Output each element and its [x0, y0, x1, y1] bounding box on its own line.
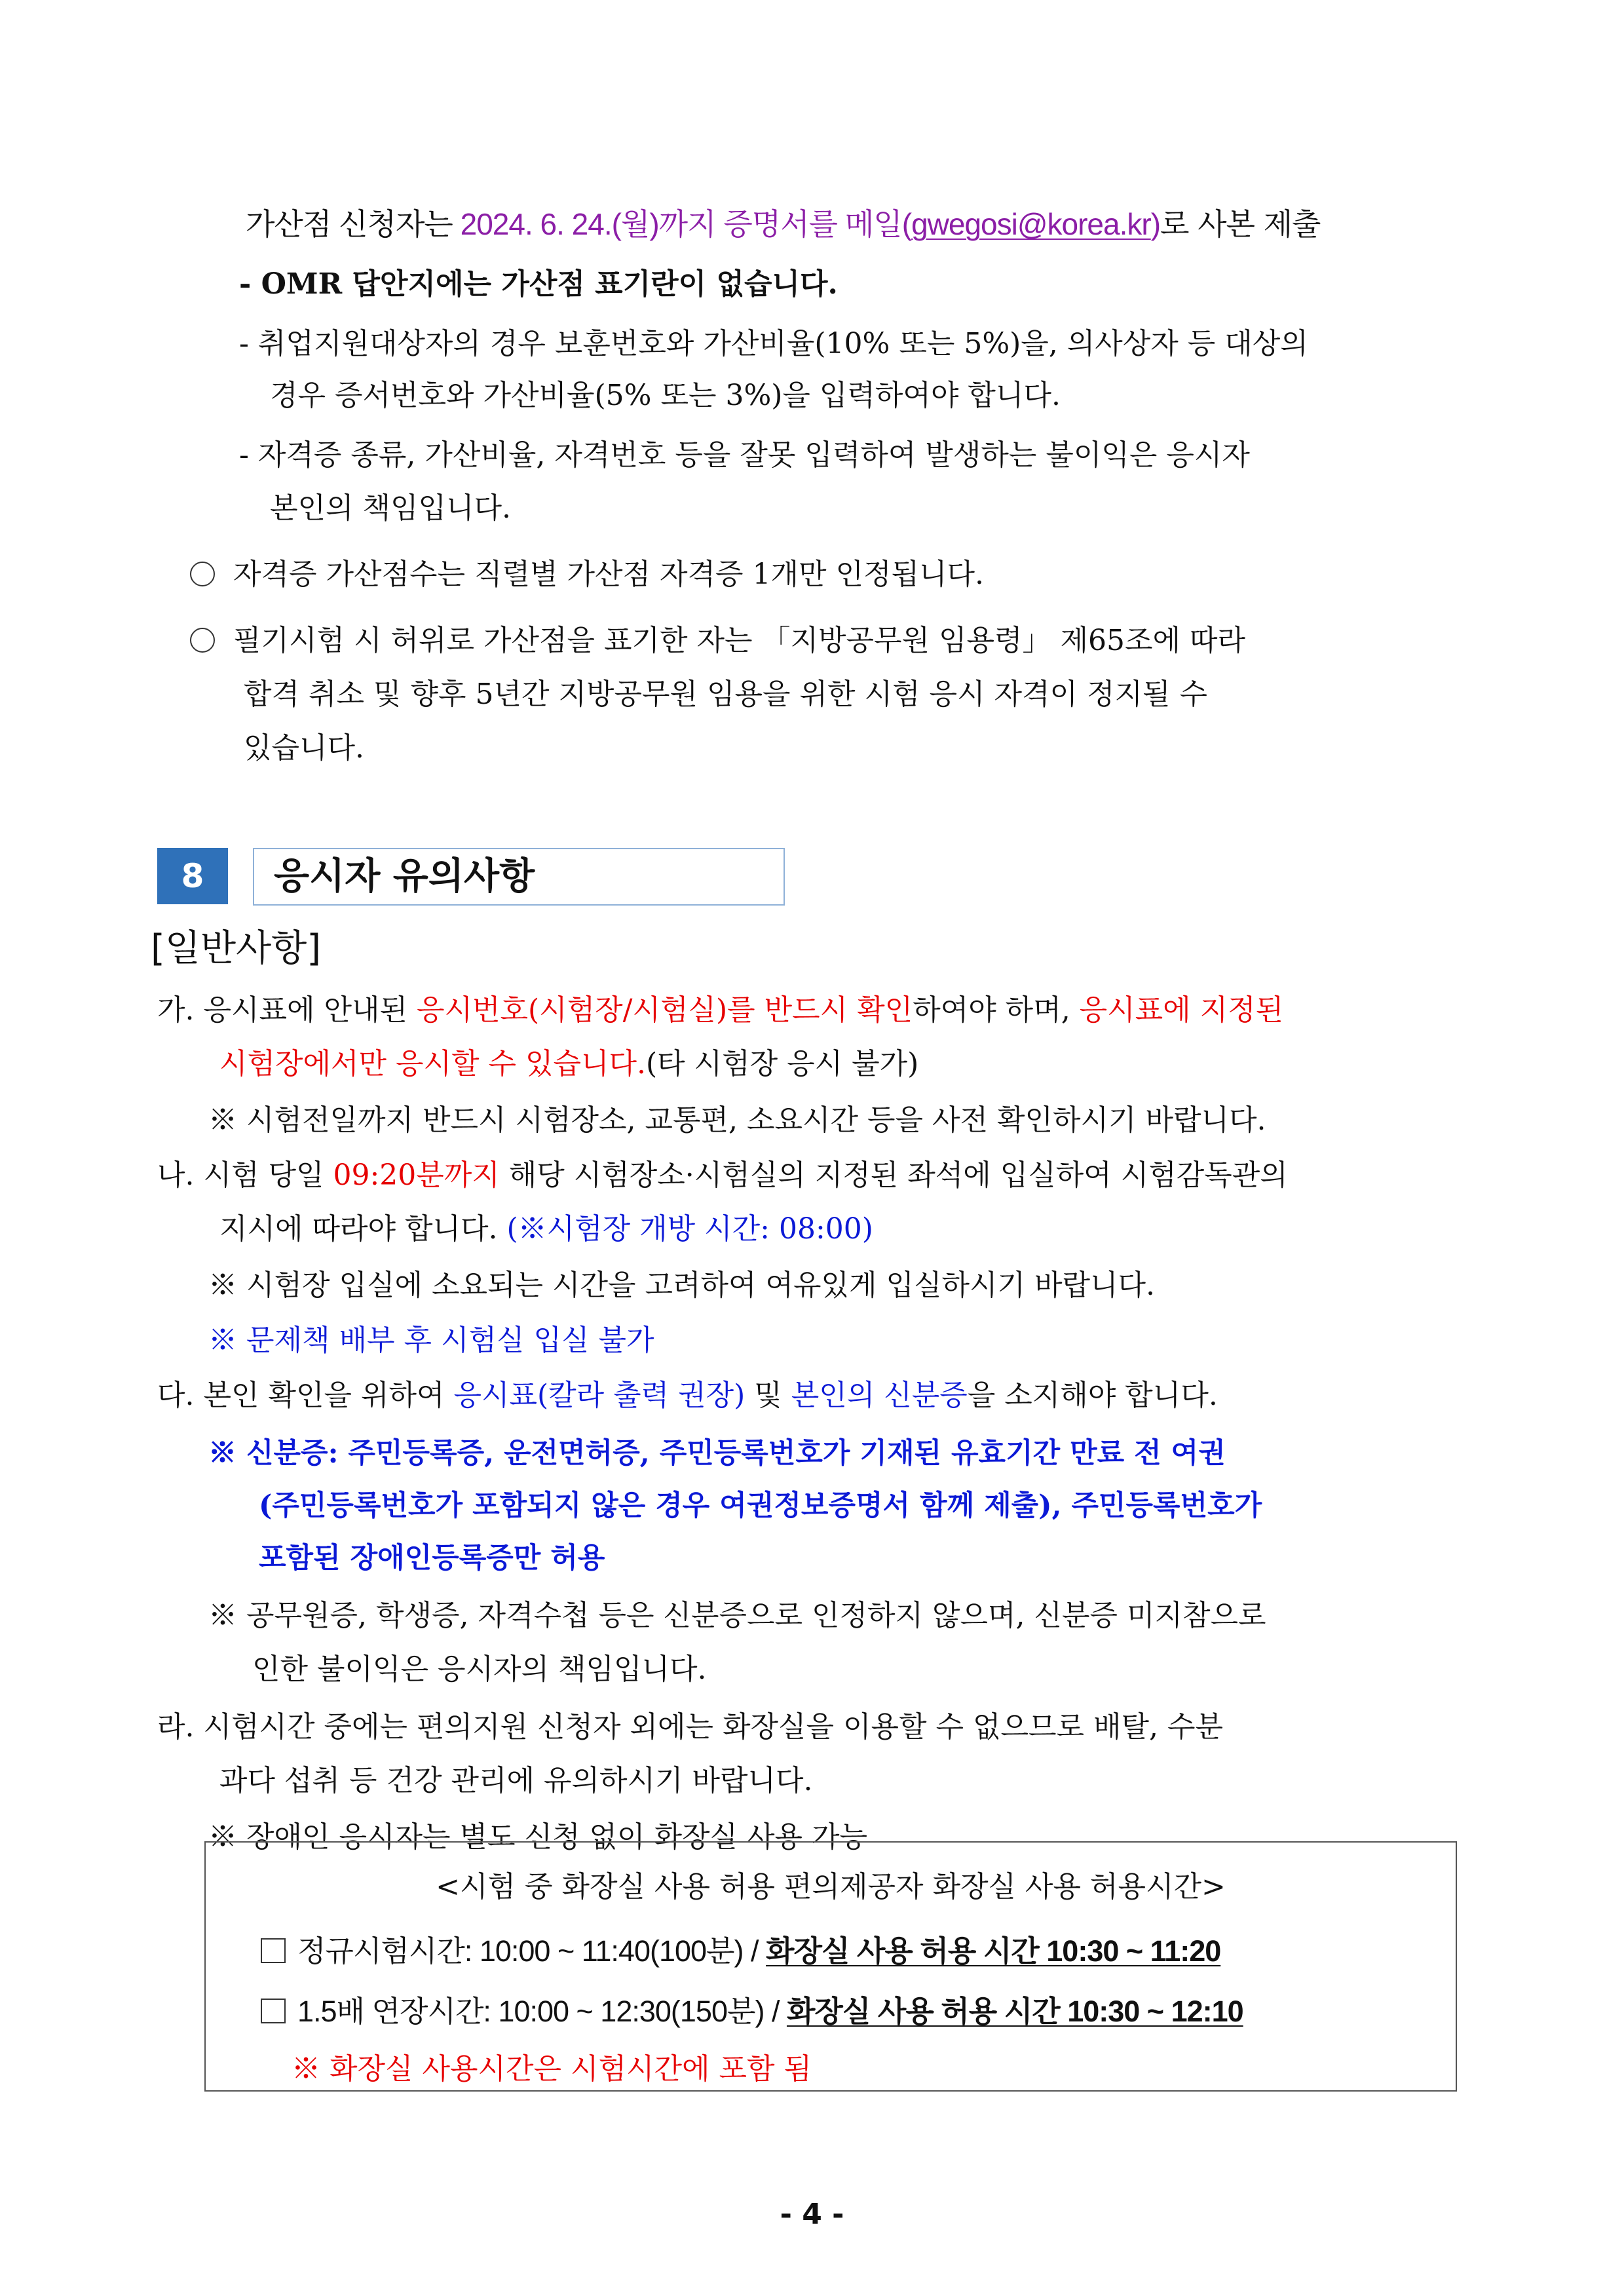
item-da-note-2-line-2: 인한 불이익은 응시자의 책임입니다. — [252, 1653, 707, 1686]
subheading-general: [일반사항] — [151, 927, 322, 970]
intro-line-4: 경우 증서번호와 가산비율(5% 또는 3%)을 입력하여야 합니다. — [270, 379, 1061, 412]
intro-line-6: 본인의 책임입니다. — [270, 491, 512, 525]
item-na-note-2: ※ 문제책 배부 후 시험실 입실 불가 — [208, 1324, 654, 1357]
item-da-highlight-1: 응시표(칼라 출력 권장) — [453, 1379, 746, 1412]
item-na-text-2: 해당 시험장소·시험실의 지정된 좌석에 입실하여 시험감독관의 — [499, 1158, 1288, 1192]
section-number-badge: 8 — [157, 848, 228, 904]
intro-text: 가산점 신청자는 — [246, 207, 461, 241]
deadline-text: 2024. 6. 24.(월)까지 증명서를 메일( — [460, 207, 912, 241]
intro-text-tail: 로 사본 제출 — [1160, 206, 1321, 242]
item-ga-line-2 — [219, 1044, 918, 1084]
item-ga-text-3: (타 시험장 응시 불가) — [646, 1047, 919, 1081]
extended-exam-time: 1.5배 연장시간: 10:00 ~ 12:30(150분) / — [297, 1995, 787, 2028]
box-row-extended — [261, 1992, 1243, 2031]
email-link[interactable]: gwegosi@korea.kr — [911, 207, 1151, 241]
item-da-note-2-line-1: ※ 공무원증, 학생증, 자격수첩 등은 신분증으로 인정하지 않으며, 신분증 미지참으로 — [208, 1599, 1266, 1632]
item-da-text: 다. 본인 확인을 위하여 — [157, 1379, 454, 1412]
item-ga-text-2: 하여야 하며, — [913, 993, 1080, 1027]
item-na-line-1 — [157, 1156, 1288, 1195]
page-number: - 4 - — [780, 2198, 844, 2231]
item-ga-line-1 — [157, 991, 1283, 1030]
circle-item-text: 필기시험 시 허위로 가산점을 표기한 자는 「지방공무원 임용령」 제65조에 따라 — [233, 624, 1245, 657]
intro-line-3: - 취업지원대상자의 경우 보훈번호와 가산비율(10% 또는 5%)을, 의사상자 등 대상의 — [239, 327, 1308, 360]
item-ga-highlight-2: 응시표에 지정된 — [1079, 993, 1284, 1027]
box-row-regular — [261, 1932, 1220, 1971]
item-ga-text: 가. 응시표에 안내된 — [157, 993, 417, 1027]
regular-exam-time: 정규시험시간: 10:00 ~ 11:40(100분) / — [297, 1934, 766, 1968]
circle-item-2 — [190, 621, 1245, 660]
intro-line-2: - OMR 답안지에는 가산점 표기란이 없습니다. — [239, 267, 838, 301]
item-da-note-1-line-2: (주민등록번호가 포함되지 않은 경우 여권정보증명서 함께 제출), 주민등록번호가 — [259, 1489, 1262, 1522]
item-da-note-1-line-3: 포함된 장애인등록증만 허용 — [259, 1542, 605, 1575]
paren-close: ) — [1150, 207, 1161, 241]
item-na-line-2 — [219, 1210, 873, 1249]
item-ra-line-2: 과다 섭취 등 건강 관리에 유의하시기 바랍니다. — [219, 1764, 813, 1797]
item-ga-highlight-1: 응시번호(시험장/시험실)를 반드시 확인 — [416, 993, 913, 1027]
item-ra-note: ※ 장애인 응시자는 별도 신청 없이 화장실 사용 가능 — [208, 1820, 867, 1854]
extended-restroom-time: 화장실 사용 허용 시간 10:30 ~ 12:10 — [786, 1995, 1243, 2028]
item-ga-note: ※ 시험전일까지 반드시 시험장소, 교통편, 소요시간 등을 사전 확인하시기 바랍니다. — [208, 1103, 1266, 1137]
item-na-text-3: 지시에 따라야 합니다. — [219, 1212, 507, 1246]
circle-bullet-icon — [190, 628, 215, 653]
circle-item-2-line-3: 있습니다. — [244, 731, 365, 765]
regular-restroom-time: 화장실 사용 허용 시간 10:30 ~ 11:20 — [766, 1934, 1221, 1968]
intro-line-1 — [246, 204, 1320, 244]
circle-bullet-icon — [190, 562, 215, 586]
box-note: ※ 화장실 사용시간은 시험시간에 포함 됨 — [292, 2052, 812, 2086]
section-title-box — [253, 848, 785, 906]
item-ra-line-1: 라. 시험시간 중에는 편의지원 신청자 외에는 화장실을 이용할 수 없으므로 배탈, 수분 — [157, 1710, 1223, 1744]
item-da-text-2: 및 — [745, 1379, 791, 1412]
item-da-text-3: 을 소지해야 합니다. — [967, 1379, 1218, 1412]
circle-item-2-line-2: 합격 취소 및 향후 5년간 지방공무원 임용을 위한 시험 응시 자격이 정지될 수 — [244, 678, 1207, 711]
item-na-open-time: (※시험장 개방 시간: 08:00) — [506, 1212, 873, 1246]
item-da-highlight-2: 본인의 신분증 — [791, 1379, 968, 1412]
item-na-highlight: 09:20분까지 — [333, 1158, 500, 1192]
item-ga-highlight-3: 시험장에서만 응시할 수 있습니다. — [219, 1047, 646, 1081]
circle-item-text: 자격증 가산점수는 직렬별 가산점 자격증 1개만 인정됩니다. — [233, 558, 984, 591]
checkbox-square-icon — [261, 1999, 286, 2023]
section-title: 응시자 유의사항 — [274, 855, 535, 898]
intro-line-5: - 자격증 종류, 가산비율, 자격번호 등을 잘못 입력하여 발생하는 불이익은 응시자 — [239, 438, 1250, 472]
item-na-text: 나. 시험 당일 — [157, 1158, 333, 1192]
checkbox-square-icon — [261, 1938, 286, 1963]
box-title: <시험 중 화장실 사용 허용 편의제공자 화장실 사용 허용시간> — [436, 1870, 1226, 1904]
item-da-line-1 — [157, 1376, 1218, 1415]
circle-item-1 — [190, 555, 984, 594]
item-na-note-1: ※ 시험장 입실에 소요되는 시간을 고려하여 여유있게 입실하시기 바랍니다. — [208, 1269, 1155, 1302]
item-da-note-1-line-1: ※ 신분증: 주민등록증, 운전면허증, 주민등록번호가 기재된 유효기간 만료 전 여권 — [208, 1437, 1226, 1470]
